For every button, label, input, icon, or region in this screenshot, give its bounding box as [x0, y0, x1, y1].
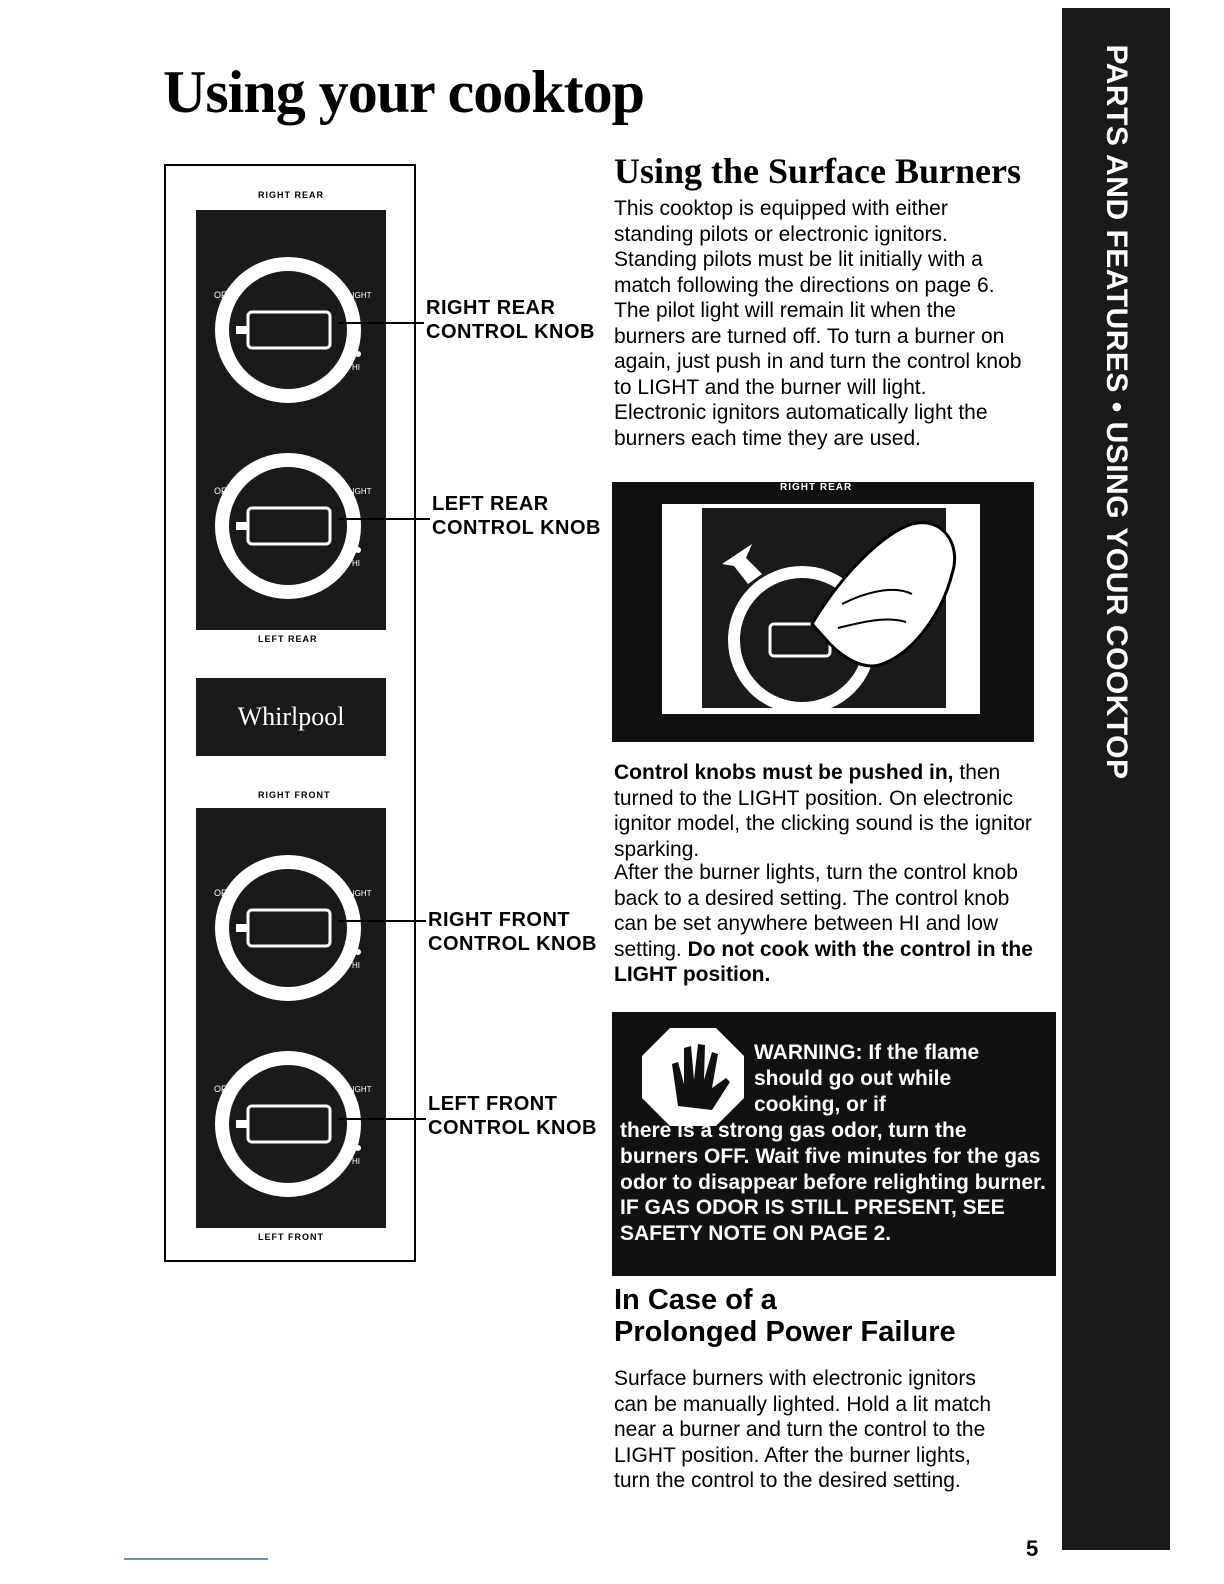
panel-label-left-front: LEFT FRONT — [258, 1232, 324, 1242]
hand-turning-knob-icon — [662, 504, 980, 714]
callout-line: LEFT FRONT — [428, 1093, 558, 1115]
hi-mark: HI — [352, 559, 360, 568]
power-failure-body: Surface burners with electronic ignitors can be manually lighted. Hold a lit match near a burner and turn the control to the LIGHT position. After the burner lights, turn the control to the desired setting. — [614, 1367, 992, 1492]
footer-line — [124, 1558, 268, 1560]
panel-label-left-rear: LEFT REAR — [258, 634, 318, 644]
hi-mark: HI — [352, 363, 360, 372]
control-panel-diagram — [164, 164, 416, 1262]
light-mark: LIGHT — [348, 487, 372, 496]
off-mark: OFF — [214, 290, 232, 300]
photo-panel — [662, 504, 980, 714]
page-number: 5 — [1026, 1536, 1039, 1561]
callout-line: CONTROL KNOB — [426, 321, 595, 343]
leader-line — [338, 518, 430, 520]
callout-line: LEFT REAR — [432, 493, 549, 515]
right-rear-knob-icon — [212, 254, 372, 406]
panel-label-right-front: RIGHT FRONT — [258, 790, 331, 800]
warning-text-bottom: there is a strong gas odor, turn the burners OFF. Wait five minutes for the gas odor to disappear before relighting burner. IF GAS ODOR IS STILL PRESENT, SEE SAFETY NOTE ON PAGE 2. — [620, 1119, 1046, 1246]
leader-line — [338, 920, 426, 922]
side-tab-label: PARTS AND FEATURES • USING YOUR COOKTOP — [1100, 44, 1133, 780]
callout-line: CONTROL KNOB — [428, 933, 597, 955]
push-instructions — [614, 760, 1034, 862]
rear-knob-block — [196, 210, 386, 630]
warning-text-top: WARNING: If the flame should go out while cooking, or if — [754, 1041, 980, 1116]
heading-line: Prolonged Power Failure — [614, 1316, 956, 1348]
push-bold: Control knobs must be pushed in, — [614, 761, 954, 784]
front-knob-block — [196, 808, 386, 1228]
heading-line: In Case of a — [614, 1284, 777, 1316]
callout-left-rear — [432, 492, 601, 540]
surface-burners-body: This cooktop is equipped with either standing pilots or electronic ignitors. Standing pilots must be lit initially with a match following the directions on page 6. The pilot light will remain lit when the burners are turned off. To turn a burner on again, just push in and turn the control knob to LIGHT and the burner will light. Electronic ignitors automatically light the burners each time they are used. — [614, 197, 1022, 450]
callout-line: RIGHT FRONT — [428, 909, 571, 931]
knob-photo — [612, 482, 1034, 742]
warning-box — [612, 1012, 1056, 1276]
stop-hand-icon — [638, 1024, 748, 1130]
callout-right-front — [428, 908, 597, 956]
off-mark: OFF — [214, 486, 232, 496]
leader-line — [338, 1118, 426, 1120]
hi-mark: HI — [352, 961, 360, 970]
push-text: then turned to the LIGHT position. On electronic ignitor model, the clicking sound is the ignitor sparking. — [614, 761, 1032, 861]
panel-label-right-rear: RIGHT REAR — [258, 190, 324, 200]
off-mark: OFF — [214, 888, 232, 898]
left-front-knob-icon — [212, 1048, 372, 1200]
callout-line: CONTROL KNOB — [428, 1117, 597, 1139]
off-mark: OFF — [214, 1084, 232, 1094]
side-section-tab — [1062, 8, 1170, 1550]
callout-line: RIGHT REAR — [426, 297, 556, 319]
power-failure-heading — [614, 1284, 956, 1348]
light-mark: LIGHT — [348, 1085, 372, 1094]
brand-logo: Whirlpool — [237, 702, 345, 731]
leader-line — [338, 322, 424, 324]
setting-instructions — [614, 860, 1034, 988]
right-front-knob-icon — [212, 852, 372, 1004]
light-mark: LIGHT — [348, 889, 372, 898]
light-mark: LIGHT — [348, 291, 372, 300]
page-title: Using your cooktop — [163, 59, 644, 125]
after-text: After the burner lights, turn the control knob back to a desired setting. The control knob can be set anywhere between HI and low setting. — [614, 861, 1018, 961]
brand-logo-box — [196, 678, 386, 756]
callout-line: CONTROL KNOB — [432, 517, 601, 539]
left-rear-knob-icon — [212, 450, 372, 602]
hi-mark: HI — [352, 1157, 360, 1166]
after-bold: Do not cook with the control in the LIGHT position. — [614, 937, 1033, 986]
callout-left-front — [428, 1092, 597, 1140]
photo-label: RIGHT REAR — [780, 482, 853, 493]
surface-burners-heading: Using the Surface Burners — [614, 151, 1021, 191]
callout-right-rear — [426, 296, 595, 344]
